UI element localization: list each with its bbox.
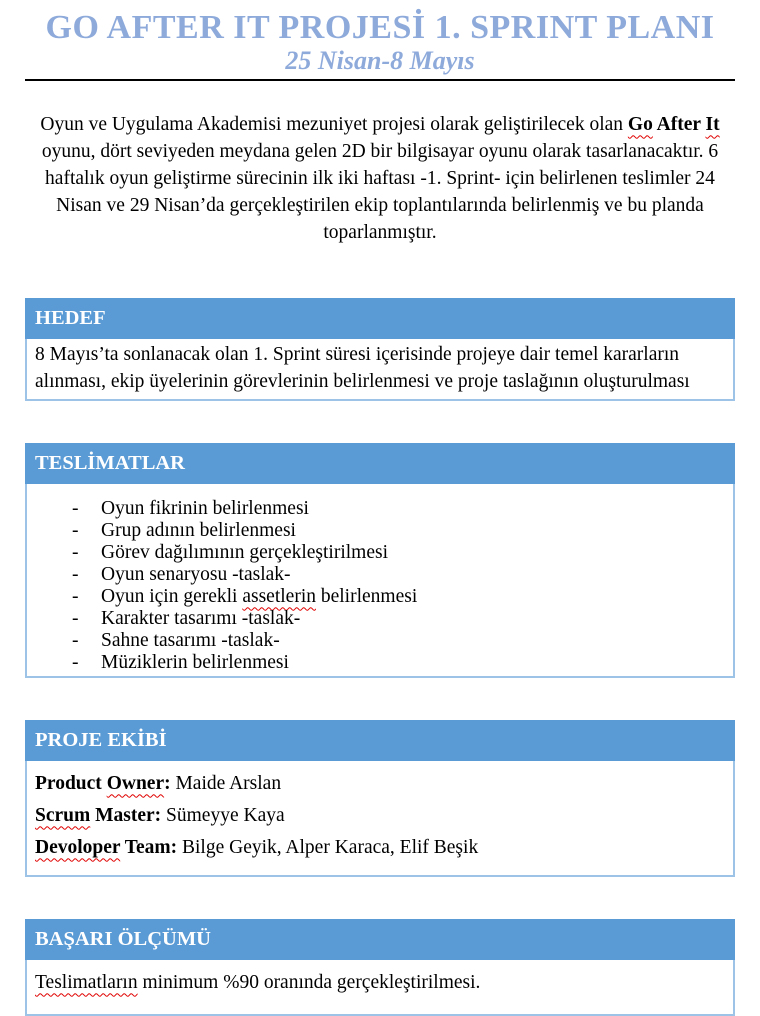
section-teslimatlar-body	[25, 484, 735, 678]
section-basari-olcumu-header: BAŞARI ÖLÇÜMÜ	[25, 919, 735, 960]
intro-paragraph	[25, 111, 735, 246]
list-item-text: Grup adının belirlenmesi	[101, 520, 296, 542]
dash-bullet: -	[72, 630, 79, 652]
misspelled-word: Scrum	[35, 805, 91, 827]
dash-bullet: -	[72, 564, 79, 586]
dash-bullet: -	[72, 586, 79, 608]
list-item	[35, 498, 725, 520]
dash-bullet: -	[72, 542, 79, 564]
intro-bold-after: After	[652, 114, 706, 136]
list-item-text: Sahne tasarımı -taslak-	[101, 630, 280, 652]
section-proje-ekibi	[25, 720, 735, 877]
team-member-scrum-master: Scrum Master: Sümeyye Kaya	[35, 805, 285, 827]
team-member-product-owner: Product Owner: Maide Arslan	[35, 773, 282, 795]
list-item	[35, 586, 725, 608]
section-proje-ekibi-body	[25, 761, 735, 877]
list-item-text: Görev dağılımının gerçekleştirilmesi	[101, 542, 389, 564]
misspelled-word: Devoloper	[35, 837, 121, 859]
basari-text: minimum %90 oranında gerçekleştirilmesi.	[137, 972, 481, 994]
list-item-text: Oyun fikrinin belirlenmesi	[101, 498, 309, 520]
title-divider	[25, 79, 735, 81]
section-proje-ekibi-header: PROJE EKİBİ	[25, 720, 735, 761]
list-item	[35, 520, 725, 542]
list-item-text: Karakter tasarımı -taslak-	[101, 608, 301, 630]
member-name: Maide Arslan	[175, 773, 282, 795]
dash-bullet: -	[72, 652, 79, 674]
team-member-developer-team: Devoloper Team: Bilge Geyik, Alper Karaca, Elif Beşik	[35, 837, 479, 859]
hedef-text: 8 Mayıs’ta sonlanacak olan 1. Sprint süresi içerisinde projeye dair temel kararların alınması, ekip üyelerinin görevlerinin belirlenmesi ve proje taslağının oluşturulması	[35, 344, 690, 393]
dash-bullet: -	[72, 608, 79, 630]
misspelled-word: Owner	[106, 773, 165, 795]
misspelled-word: Teslimatların	[35, 972, 138, 994]
list-item-text: Müziklerin belirlenmesi	[101, 652, 289, 674]
intro-text-1: Oyun ve Uygulama Akademisi mezuniyet projesi olarak geliştirilecek olan	[40, 114, 628, 136]
list-item-text: Oyun için gerekli assetlerin belirlenmesi	[101, 586, 418, 608]
member-name: Sümeyye Kaya	[166, 805, 285, 827]
dash-bullet: -	[72, 520, 79, 542]
intro-bold-it-misspelled: It	[705, 114, 720, 136]
section-hedef-header: HEDEF	[25, 298, 735, 339]
intro-text-2: oyunu, dört seviyeden meydana gelen 2D bir bilgisayar oyunu olarak tasarlanacaktır. 6 haftalık oyun geliştirme sürecinin ilk iki haftası -1. Sprint- için belirlenen teslimler 24 Nisan ve 29 Nisan’da gerçekleştirilen ekip toplantılarında belirlenmiş ve bu planda toparlanmıştır.	[41, 141, 719, 244]
section-hedef	[25, 298, 735, 401]
page-subtitle: 25 Nisan-8 Mayıs	[285, 46, 475, 76]
member-name: Bilge Geyik, Alper Karaca, Elif Beşik	[181, 837, 479, 859]
section-teslimatlar	[25, 443, 735, 678]
list-item-text: Oyun senaryosu -taslak-	[101, 564, 291, 586]
list-item	[35, 564, 725, 586]
dash-bullet: -	[72, 498, 79, 520]
page-title: GO AFTER IT PROJESİ 1. SPRINT PLANI	[45, 9, 715, 46]
list-item	[35, 542, 725, 564]
list-item	[35, 608, 725, 630]
intro-bold-go-misspelled: Go	[627, 114, 653, 136]
section-basari-olcumu-body	[25, 960, 735, 1016]
list-item	[35, 630, 725, 652]
section-teslimatlar-header: TESLİMATLAR	[25, 443, 735, 484]
list-item	[35, 652, 725, 674]
misspelled-word: assetlerin	[242, 586, 316, 608]
deliverables-list	[35, 498, 725, 674]
section-hedef-body	[25, 339, 735, 401]
